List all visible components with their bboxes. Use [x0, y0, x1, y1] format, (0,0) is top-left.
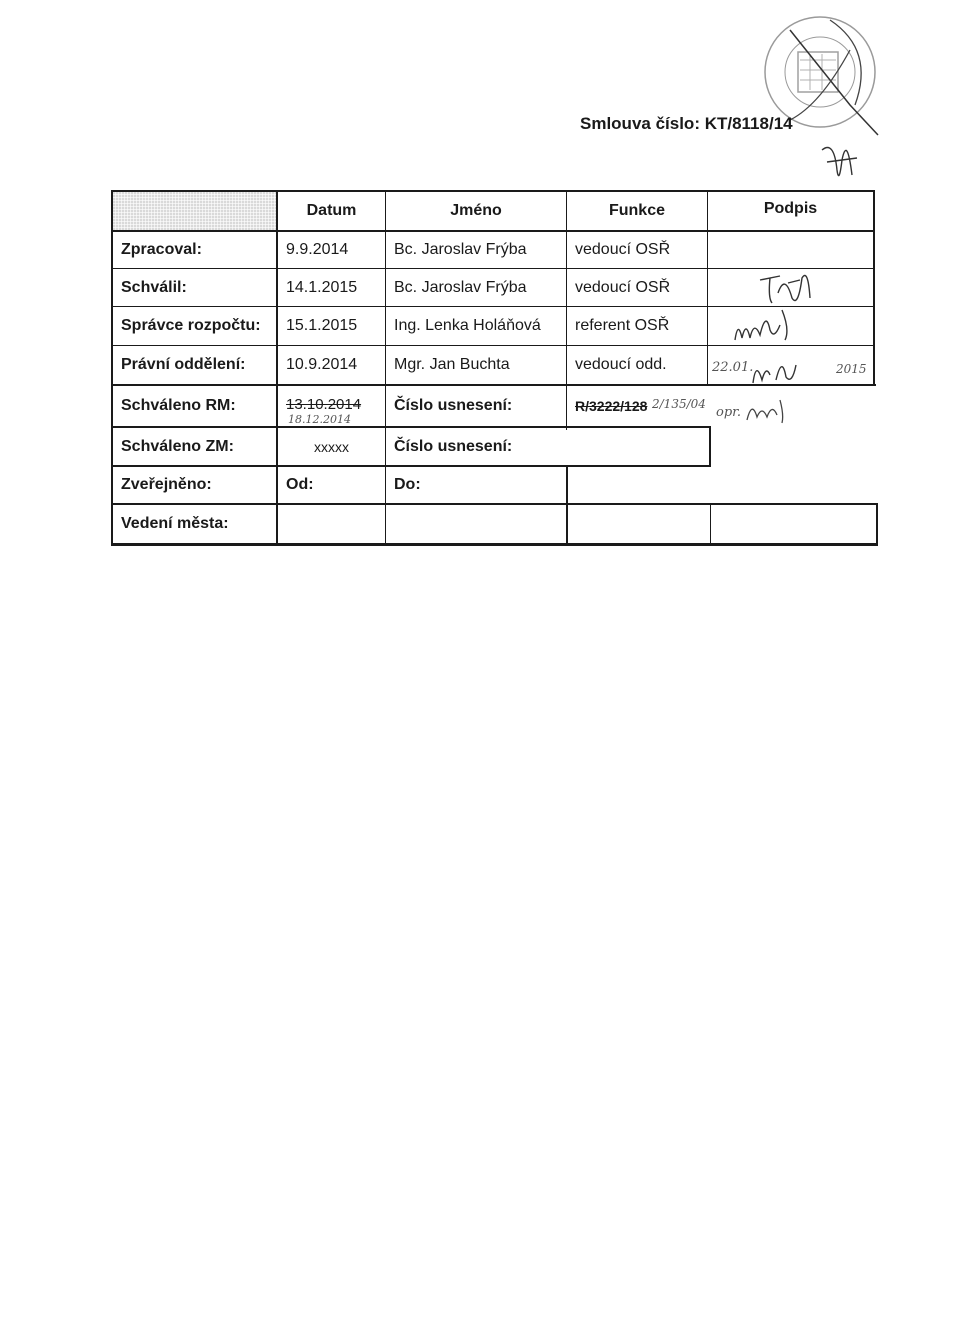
table-border-bottom: [111, 543, 878, 546]
row-name: Mgr. Jan Buchta: [394, 356, 510, 373]
row-label-schvaleno-zm: Schváleno ZM:: [121, 437, 234, 455]
header-jmeno: Jméno: [450, 202, 502, 219]
table-col-divider: [566, 465, 568, 545]
table-border-right: [876, 503, 878, 545]
row-date: 10.9.2014: [286, 356, 358, 373]
row-date: 9.9.2014: [286, 241, 349, 258]
table-col-divider: [709, 426, 711, 467]
publish-to-label: Do:: [394, 476, 421, 493]
signature-correction: [742, 395, 792, 425]
row-label-zverejneno: Zveřejněno:: [121, 476, 212, 493]
rm-date-struck: 13.10.2014: [286, 395, 362, 413]
row-role: vedoucí OSŘ: [575, 241, 671, 258]
signature-pravni: [748, 355, 808, 385]
rm-resolution-handwritten: 2/135/04: [652, 397, 706, 411]
table-border-right: [873, 190, 875, 386]
row-name: Bc. Jaroslav Frýba: [394, 241, 527, 258]
row-role: vedoucí odd.: [575, 356, 667, 373]
handwritten-year-pravni: 2015: [836, 362, 867, 376]
publish-from-label: Od:: [286, 476, 314, 493]
row-date: 15.1.2015: [286, 317, 358, 334]
table-col-divider: [710, 503, 711, 545]
row-label-schvalil: Schválil:: [121, 278, 187, 296]
row-date: 14.1.2015: [286, 278, 358, 296]
zm-date: xxxxx: [314, 438, 349, 455]
header-datum: Datum: [306, 202, 357, 219]
rm-resolution-label: Číslo usnesení:: [394, 397, 513, 414]
row-label-pravni-oddeleni: Právní oddělení:: [121, 356, 246, 373]
handwritten-date-pravni: 22.01.: [712, 360, 754, 375]
header-podpis: Podpis: [763, 200, 818, 217]
signature-spravce: [730, 300, 810, 345]
row-role: vedoucí OSŘ: [575, 278, 671, 296]
row-label-schvaleno-rm: Schváleno RM:: [121, 397, 236, 414]
initials-signature: [812, 130, 872, 190]
header-hatched-cell: [112, 191, 277, 231]
row-label-spravce-rozpoctu: Správce rozpočtu:: [121, 317, 261, 334]
rm-correction-note: opr.: [716, 405, 742, 420]
zm-resolution-label: Číslo usnesení:: [394, 437, 513, 455]
rm-date-handwritten: 18.12.2014: [288, 413, 351, 426]
row-label-vedeni-mesta: Vedení města:: [121, 515, 229, 532]
row-role: referent OSŘ: [575, 317, 670, 334]
rm-resolution-struck: R/3222/128: [575, 398, 648, 414]
row-label-zpracoval: Zpracoval:: [121, 241, 202, 258]
table-rule: [566, 465, 711, 467]
row-name: Ing. Lenka Holáňová: [394, 317, 541, 334]
contract-title: Smlouva číslo: KT/8118/14: [580, 114, 793, 133]
row-name: Bc. Jaroslav Frýba: [394, 278, 527, 296]
header-funkce: Funkce: [608, 202, 665, 219]
